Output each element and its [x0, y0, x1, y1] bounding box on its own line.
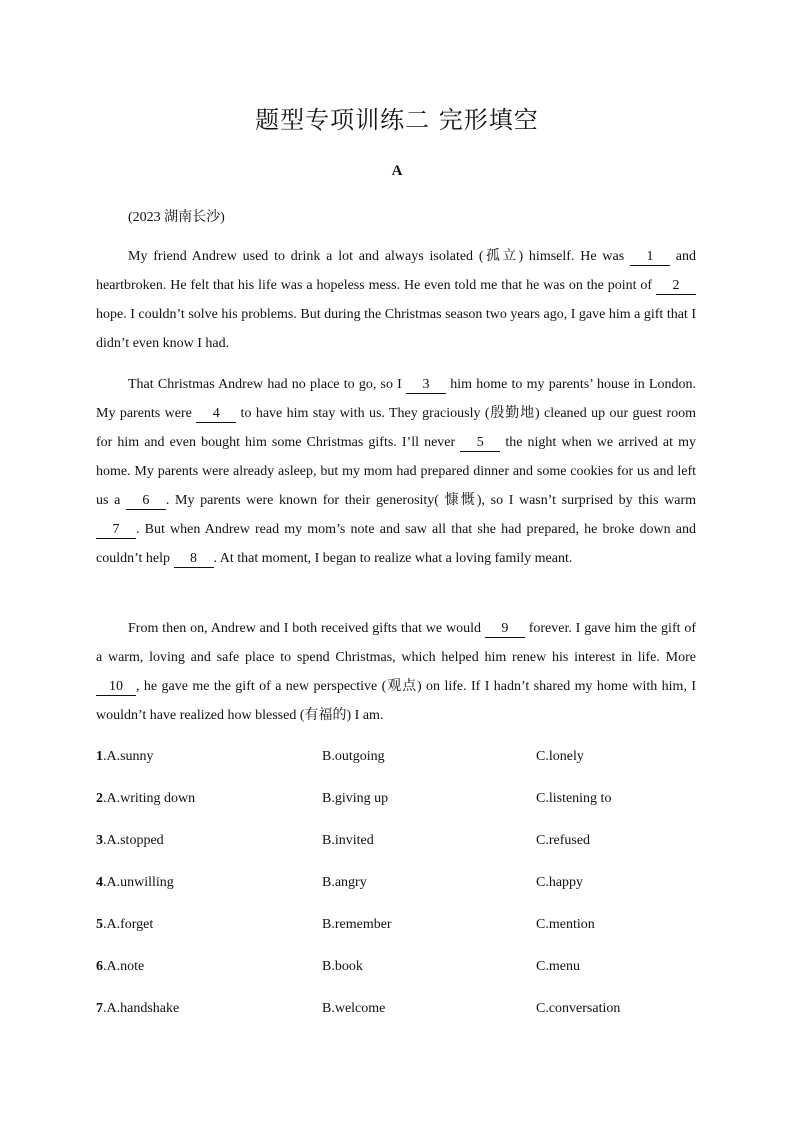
source-note: (2023 湖南长沙) [128, 210, 225, 225]
option-c: C.lonely [536, 749, 584, 764]
question-number: 6 [96, 959, 103, 974]
option-c: C.mention [536, 917, 595, 932]
option-a [96, 749, 154, 765]
option-a [96, 1001, 179, 1017]
blank-5: 5 [460, 435, 500, 452]
option-a-text: .A.sunny [103, 749, 154, 764]
blank-10: 10 [96, 679, 136, 696]
option-c: C.refused [536, 833, 591, 848]
option-a-text: .A.note [103, 959, 145, 974]
blank-3: 3 [406, 377, 446, 394]
option-b: B.angry [322, 875, 367, 890]
passage-text: to have him stay with us. They graciously (殷勤地) cleaned up our guest room for him and even bought him some Christmas gifts. I’ll never [96, 406, 696, 450]
question-number: 1 [96, 749, 103, 764]
option-a [96, 917, 153, 933]
passage-paragraph-1 [96, 242, 696, 358]
question-number: 5 [96, 917, 103, 932]
option-b: B.remember [322, 917, 392, 932]
option-c: C.listening to [536, 791, 612, 806]
option-a [96, 875, 174, 891]
option-c: C.menu [536, 959, 580, 974]
passage-paragraph-3 [96, 614, 696, 730]
question-number: 4 [96, 875, 103, 890]
question-row-1 [96, 749, 716, 771]
question-row-7 [96, 1001, 716, 1023]
blank-1: 1 [630, 249, 670, 266]
passage-text: , he gave me the gift of a new perspective (观点) on life. If I hadn’t shared my home with him, I wouldn’t have realized how blessed (有福的) I am. [96, 679, 696, 723]
blank-4: 4 [196, 406, 236, 423]
passage-text: . At that moment, I began to realize what a loving family meant. [213, 551, 573, 566]
option-a-text: .A.writing down [103, 791, 196, 806]
page-title: 题型专项训练二 完形填空 [255, 106, 539, 134]
option-a-text: .A.handshake [103, 1001, 180, 1016]
option-b: B.giving up [322, 791, 389, 806]
blank-8: 8 [174, 551, 214, 568]
question-row-5 [96, 917, 716, 939]
option-b: B.outgoing [322, 749, 385, 764]
option-a [96, 833, 164, 849]
passage-text: the night when we arrived at my home. My parents were already asleep, but my mom had prepared dinner and some cookies for us and left us a [96, 435, 696, 508]
question-row-4 [96, 875, 716, 897]
blank-9: 9 [485, 621, 525, 638]
blank-7: 7 [96, 522, 136, 539]
blank-6: 6 [126, 493, 166, 510]
question-number: 3 [96, 833, 103, 848]
option-a [96, 959, 144, 975]
question-number: 2 [96, 791, 103, 806]
option-a-text: .A.unwilling [103, 875, 174, 890]
question-row-3 [96, 833, 716, 855]
option-c: C.conversation [536, 1001, 621, 1016]
passage-text: From then on, Andrew and I both received gifts that we would [128, 621, 485, 636]
passage-text: and heartbroken. He felt that his life was a hopeless mess. He even told me that he was on the point of [96, 249, 696, 293]
passage-text: . My parents were known for their generosity( 慷慨), so I wasn’t surprised by this warm [165, 493, 696, 508]
passage-text: My friend Andrew used to drink a lot and always isolated (孤立) himself. He was [128, 249, 630, 264]
question-row-2 [96, 791, 716, 813]
question-row-6 [96, 959, 716, 981]
question-number: 7 [96, 1001, 103, 1016]
option-a-text: .A.forget [103, 917, 154, 932]
passage-text: him home to my parents’ house in London. My parents were [96, 377, 696, 421]
option-b: B.welcome [322, 1001, 386, 1016]
blank-2: 2 [656, 278, 696, 295]
section-label: A [391, 163, 403, 179]
passage-text: . But when Andrew read my mom’s note and saw all that she had prepared, he broke down and couldn’t help [96, 522, 696, 566]
passage-paragraph-2 [96, 370, 696, 573]
option-a-text: .A.stopped [103, 833, 164, 848]
option-c: C.happy [536, 875, 584, 890]
option-b: B.invited [322, 833, 374, 848]
passage-text: That Christmas Andrew had no place to go, so I [128, 377, 407, 392]
option-a [96, 791, 195, 807]
option-b: B.book [322, 959, 363, 974]
passage-text: forever. I gave him the gift of a warm, loving and safe place to spend Christmas, which helped him renew his interest in life. More [96, 621, 697, 665]
passage-text: hope. I couldn’t solve his problems. But during the Christmas season two years ago, I gave him a gift that I didn’t even know I had. [96, 307, 696, 351]
